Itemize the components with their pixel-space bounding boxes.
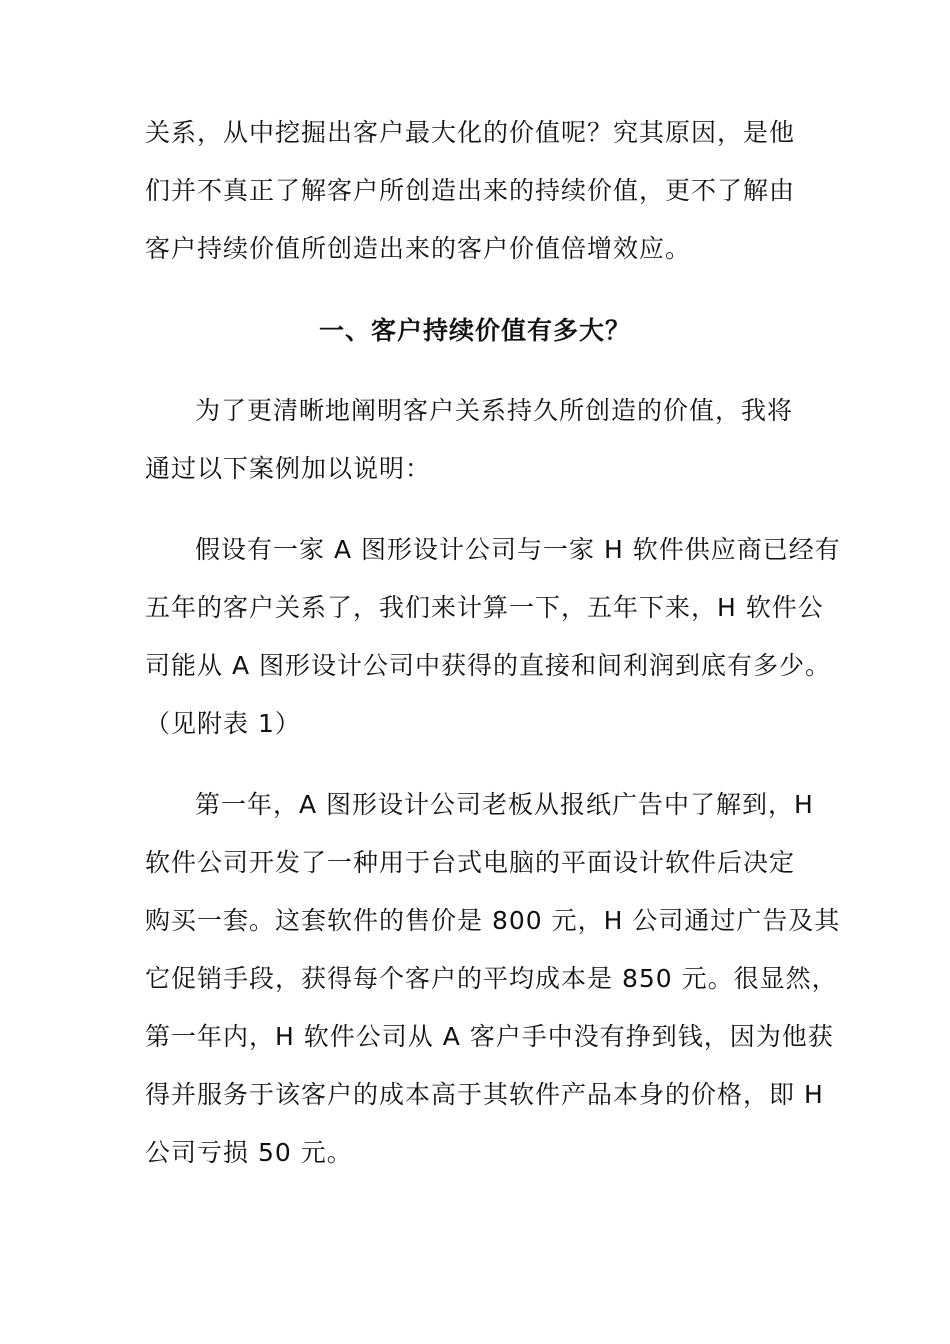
text-line: （见附表 1） (145, 709, 301, 738)
text-line: 软件公司开发了一种用于台式电脑的平面设计软件后决定 (145, 848, 796, 877)
text-line: 客户持续价值所创造出来的客户价值倍增效应。 (145, 234, 692, 263)
text-line: 通过以下案例加以说明： (145, 454, 432, 483)
text-line: 公司亏损 50 元。 (145, 1138, 353, 1167)
text-line: 五年的客户关系了，我们来计算一下，五年下来，H 软件公 (145, 593, 824, 622)
text-line: 第一年，A 图形设计公司老板从报纸广告中了解到，H (195, 790, 814, 819)
section-heading: 一、客户持续价值有多大？ (318, 316, 631, 345)
text-line: 司能从 A 图形设计公司中获得的直接和间利润到底有多少。 (145, 651, 831, 680)
text-line: 得并服务于该客户的成本高于其软件产品本身的价格，即 H (145, 1080, 824, 1109)
text-line: 们并不真正了解客户所创造出来的持续价值，更不了解由 (145, 176, 796, 205)
text-line: 为了更清晰地阐明客户关系持久所创造的价值，我将 (195, 396, 794, 425)
text-line: 它促销手段，获得每个客户的平均成本是 850 元。很显然， (145, 964, 838, 993)
text-line: 第一年内，H 软件公司从 A 客户手中没有挣到钱，因为他获 (145, 1022, 834, 1051)
text-line: 关系，从中挖掘出客户最大化的价值呢？究其原因，是他 (145, 118, 796, 147)
text-line: 购买一套。这套软件的售价是 800 元，H 公司通过广告及其 (145, 906, 841, 935)
text-line: 假设有一家 A 图形设计公司与一家 H 软件供应商已经有 (195, 535, 841, 564)
